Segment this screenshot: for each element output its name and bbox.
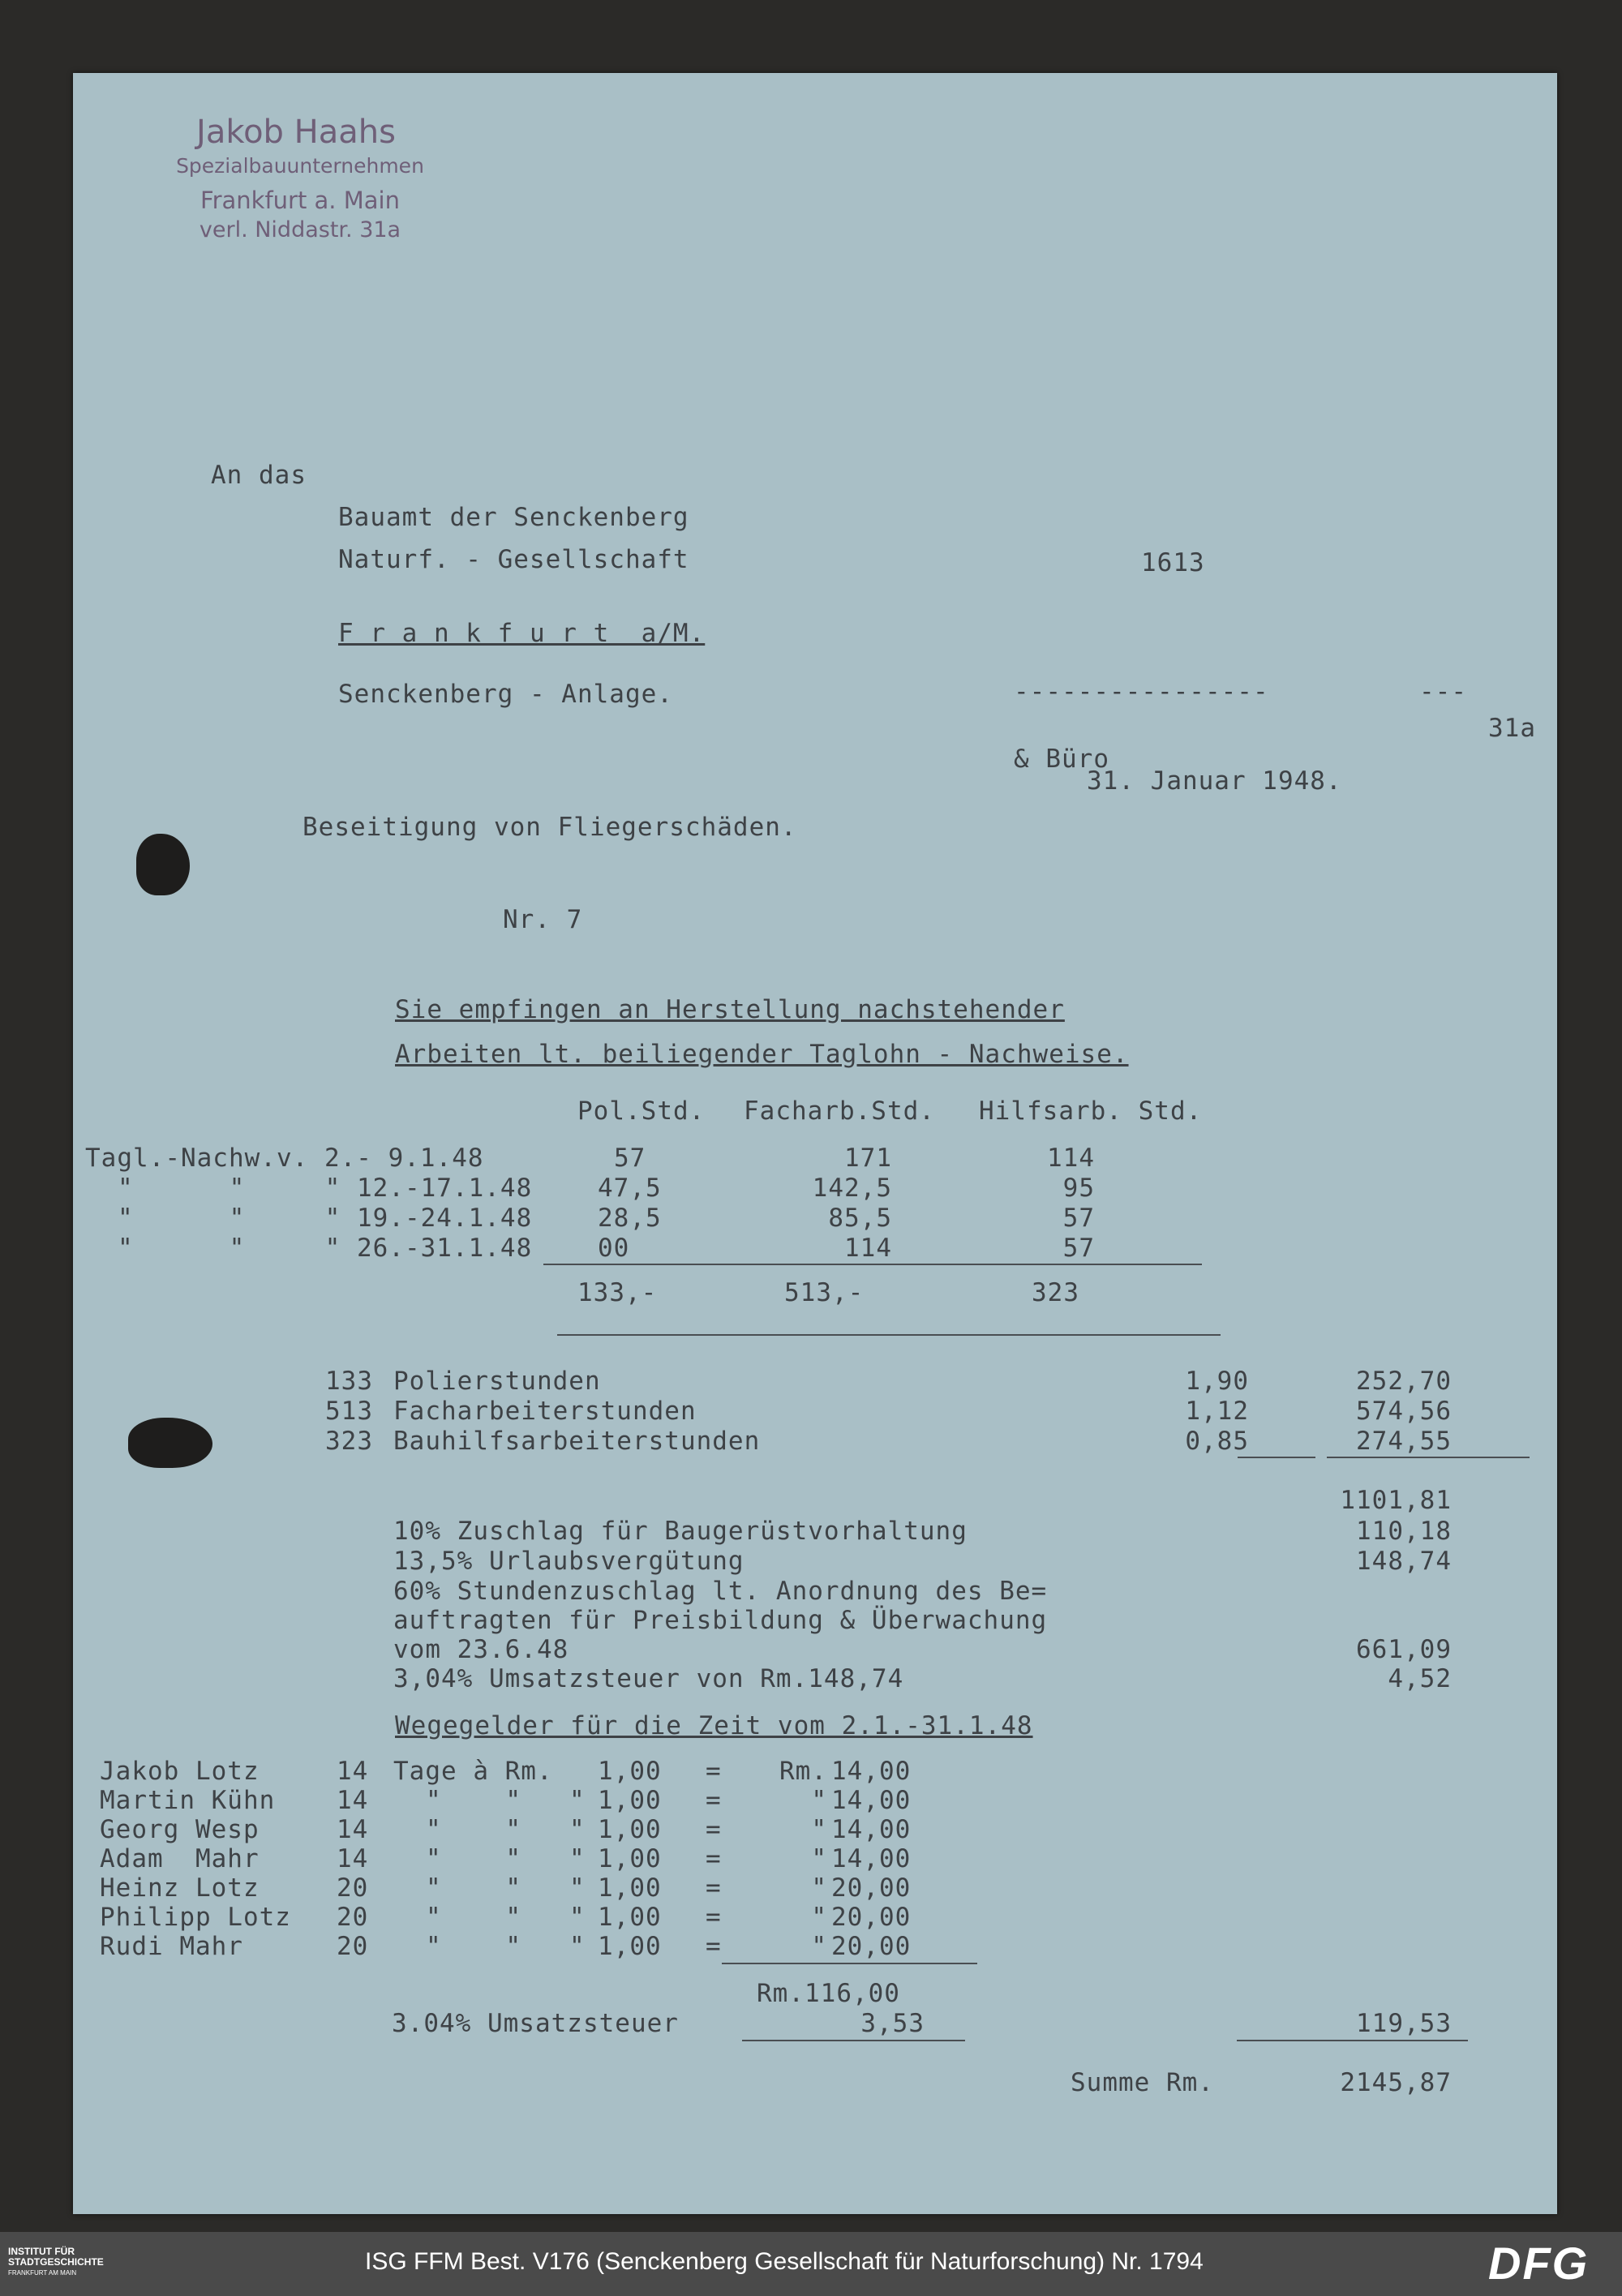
intro-line1: Sie empfingen an Herstellung nachstehender xyxy=(395,995,1065,1024)
wage-desc: Bauhilfsarbeiterstunden xyxy=(393,1427,761,1456)
travel-eq: = xyxy=(706,1844,722,1873)
row-hilf: 95 xyxy=(1062,1174,1095,1203)
company-city: Frankfurt a. Main xyxy=(200,187,400,214)
intro-line2: Arbeiten lt. beiliegender Taglohn - Nachweise. xyxy=(395,1040,1129,1069)
table-rule xyxy=(543,1264,1202,1265)
travel-title: Wegegelder für die Zeit vom 2.1.-31.1.48 xyxy=(395,1711,1033,1740)
travel-tax-label: 3.04% Umsatzsteuer xyxy=(392,2009,679,2038)
travel-eq: = xyxy=(706,1932,722,1961)
travel-name: Jakob Lotz xyxy=(100,1757,260,1786)
travel-total: 14,00 xyxy=(831,1844,912,1873)
subject-line: Beseitigung von Fliegerschäden. xyxy=(303,813,797,842)
letter-date: 31. Januar 1948. xyxy=(1087,766,1342,796)
travel-name: Philipp Lotz xyxy=(100,1903,291,1932)
total-hilf: 323 xyxy=(1032,1278,1079,1307)
travel-total: 20,00 xyxy=(831,1903,912,1932)
amount-rule xyxy=(1327,1457,1530,1458)
travel-days: 14 xyxy=(337,1786,369,1815)
row-fach: 171 xyxy=(844,1144,892,1173)
grand-total-label: Summe Rm. xyxy=(1071,2068,1214,2097)
company-street: verl. Niddastr. 31a xyxy=(199,217,401,242)
surcharge-3-line1: 60% Stundenzuschlag lt. Anordnung des Be= xyxy=(393,1577,1048,1606)
address-line1: Bauamt der Senckenberg xyxy=(338,503,689,532)
travel-total: 119,53 xyxy=(1356,2009,1452,2038)
travel-rate: 1,00 xyxy=(598,1786,662,1815)
row-fach: 114 xyxy=(844,1234,892,1263)
hours-header-pol: Pol.Std. xyxy=(577,1097,706,1126)
company-name: Jakob Haahs xyxy=(196,114,396,151)
surcharge-1-amount: 110,18 xyxy=(1356,1517,1452,1546)
surcharge-3-line3: vom 23.6.48 xyxy=(393,1635,569,1664)
totals-rule xyxy=(557,1334,1221,1336)
row-hilf: 57 xyxy=(1062,1234,1095,1263)
travel-days: 14 xyxy=(337,1757,369,1786)
travel-total: 14,00 xyxy=(831,1757,912,1786)
travel-name: Martin Kühn xyxy=(100,1786,276,1815)
wage-rate: 1,90 xyxy=(1185,1367,1249,1396)
travel-days: 20 xyxy=(337,1903,369,1932)
travel-name: Georg Wesp xyxy=(100,1815,260,1844)
total-pol: 133,- xyxy=(577,1278,658,1307)
wage-rate: 0,85 xyxy=(1185,1427,1249,1456)
wage-qty: 323 xyxy=(325,1427,373,1456)
row-pol: 00 xyxy=(598,1234,630,1263)
travel-cur: " xyxy=(811,1903,827,1932)
surcharge-4-amount: 4,52 xyxy=(1388,1664,1452,1693)
travel-cur: " xyxy=(811,1786,827,1815)
address-salutation: An das xyxy=(211,461,307,490)
hours-header-hilf: Hilfsarb. Std. xyxy=(979,1097,1203,1126)
travel-unit: " " " xyxy=(426,1815,586,1844)
wage-amount: 274,55 xyxy=(1356,1427,1452,1456)
travel-tax: 3,53 xyxy=(860,2009,925,2038)
travel-cur: " xyxy=(811,1844,827,1873)
suffix-31a: 31a xyxy=(1488,714,1536,743)
institute-line3: FRANKFURT AM MAIN xyxy=(8,2269,77,2277)
institute-line1: INSTITUT FÜR xyxy=(8,2246,75,2257)
wage-desc: Polierstunden xyxy=(393,1367,601,1396)
wage-qty: 133 xyxy=(325,1367,373,1396)
wage-amount: 574,56 xyxy=(1356,1397,1452,1426)
travel-eq: = xyxy=(706,1757,722,1786)
travel-rate: 1,00 xyxy=(598,1815,662,1844)
travel-cur: " xyxy=(811,1932,827,1961)
surcharge-3-amount: 661,09 xyxy=(1356,1635,1452,1664)
travel-sum: Rm.116,00 xyxy=(757,1979,900,2008)
institute-line2: STADTGESCHICHTE xyxy=(8,2256,104,2268)
reference-number: 1613 xyxy=(1141,548,1205,577)
surcharge-3-line2: auftragten für Preisbildung & Überwachung xyxy=(393,1606,1048,1635)
travel-rule xyxy=(722,1963,977,1964)
archive-footer xyxy=(0,2232,1622,2296)
row-label: Tagl.-Nachw.v. 2.- 9.1.48 xyxy=(85,1144,484,1173)
dash-line-1: ---------------- xyxy=(1014,677,1269,706)
address-line4: Senckenberg - Anlage. xyxy=(338,680,673,709)
dash-line-2: --- xyxy=(1419,677,1467,706)
row-label: " " " 19.-24.1.48 xyxy=(118,1204,533,1233)
row-hilf: 57 xyxy=(1062,1204,1095,1233)
travel-name: Rudi Mahr xyxy=(100,1932,243,1961)
travel-total: 20,00 xyxy=(831,1873,912,1903)
invoice-number: Nr. 7 xyxy=(503,905,583,934)
travel-days: 20 xyxy=(337,1932,369,1961)
travel-cur: " xyxy=(811,1873,827,1903)
total-fach: 513,- xyxy=(784,1278,865,1307)
wage-amount: 252,70 xyxy=(1356,1367,1452,1396)
punch-hole-bottom xyxy=(128,1418,212,1468)
travel-eq: = xyxy=(706,1903,722,1932)
travel-tax-rule xyxy=(742,2040,965,2041)
travel-days: 20 xyxy=(337,1873,369,1903)
surcharge-1-text: 10% Zuschlag für Baugerüstvorhaltung xyxy=(393,1517,968,1546)
travel-rate: 1,00 xyxy=(598,1873,662,1903)
travel-unit: " " " xyxy=(426,1844,586,1873)
wage-rate: 1,12 xyxy=(1185,1397,1249,1426)
travel-days: 14 xyxy=(337,1844,369,1873)
travel-total: 14,00 xyxy=(831,1786,912,1815)
travel-rate: 1,00 xyxy=(598,1932,662,1961)
subtotal: 1101,81 xyxy=(1340,1486,1452,1515)
travel-unit: " " " xyxy=(426,1932,586,1961)
travel-name: Adam Mahr xyxy=(100,1844,260,1873)
travel-unit: " " " xyxy=(426,1873,586,1903)
travel-eq: = xyxy=(706,1873,722,1903)
surcharge-2-text: 13,5% Urlaubsvergütung xyxy=(393,1547,744,1576)
row-fach: 85,5 xyxy=(828,1204,892,1233)
travel-total: 14,00 xyxy=(831,1815,912,1844)
company-trade: Spezialbauunternehmen xyxy=(176,154,424,178)
travel-unit: Tage à Rm. xyxy=(393,1757,553,1786)
archive-citation: ISG FFM Best. V176 (Senckenberg Gesellschaft für Naturforschung) Nr. 1794 xyxy=(365,2248,1204,2275)
travel-rate: 1,00 xyxy=(598,1844,662,1873)
travel-eq: = xyxy=(706,1815,722,1844)
document-page xyxy=(73,73,1557,2214)
row-fach: 142,5 xyxy=(812,1174,892,1203)
row-hilf: 114 xyxy=(1047,1144,1095,1173)
row-label: " " " 26.-31.1.48 xyxy=(118,1234,533,1263)
wage-qty: 513 xyxy=(325,1397,373,1426)
address-city: F r a n k f u r t a/M. xyxy=(338,619,706,648)
travel-eq: = xyxy=(706,1786,722,1815)
wage-desc: Facharbeiterstunden xyxy=(393,1397,697,1426)
travel-total-rule xyxy=(1237,2040,1468,2041)
address-line2: Naturf. - Gesellschaft xyxy=(338,545,689,574)
hours-header-fach: Facharb.Std. xyxy=(744,1097,935,1126)
travel-unit: " " " xyxy=(426,1786,586,1815)
surcharge-4-text: 3,04% Umsatzsteuer von Rm.148,74 xyxy=(393,1664,904,1693)
travel-cur: Rm. xyxy=(779,1757,827,1786)
surcharge-2-amount: 148,74 xyxy=(1356,1547,1452,1576)
punch-hole-top xyxy=(136,834,190,895)
travel-cur: " xyxy=(811,1815,827,1844)
row-pol: 28,5 xyxy=(598,1204,662,1233)
row-pol: 47,5 xyxy=(598,1174,662,1203)
travel-unit: " " " xyxy=(426,1903,586,1932)
institute-logo xyxy=(8,2247,104,2278)
row-label: " " " 12.-17.1.48 xyxy=(118,1174,533,1203)
office-note: & Büro xyxy=(1014,745,1109,774)
travel-days: 14 xyxy=(337,1815,369,1844)
row-pol: 57 xyxy=(614,1144,646,1173)
grand-total: 2145,87 xyxy=(1340,2068,1452,2097)
dfg-logo: DFG xyxy=(1488,2238,1590,2289)
travel-rate: 1,00 xyxy=(598,1757,662,1786)
travel-rate: 1,00 xyxy=(598,1903,662,1932)
travel-total: 20,00 xyxy=(831,1932,912,1961)
rate-rule xyxy=(1238,1457,1315,1458)
travel-name: Heinz Lotz xyxy=(100,1873,260,1903)
